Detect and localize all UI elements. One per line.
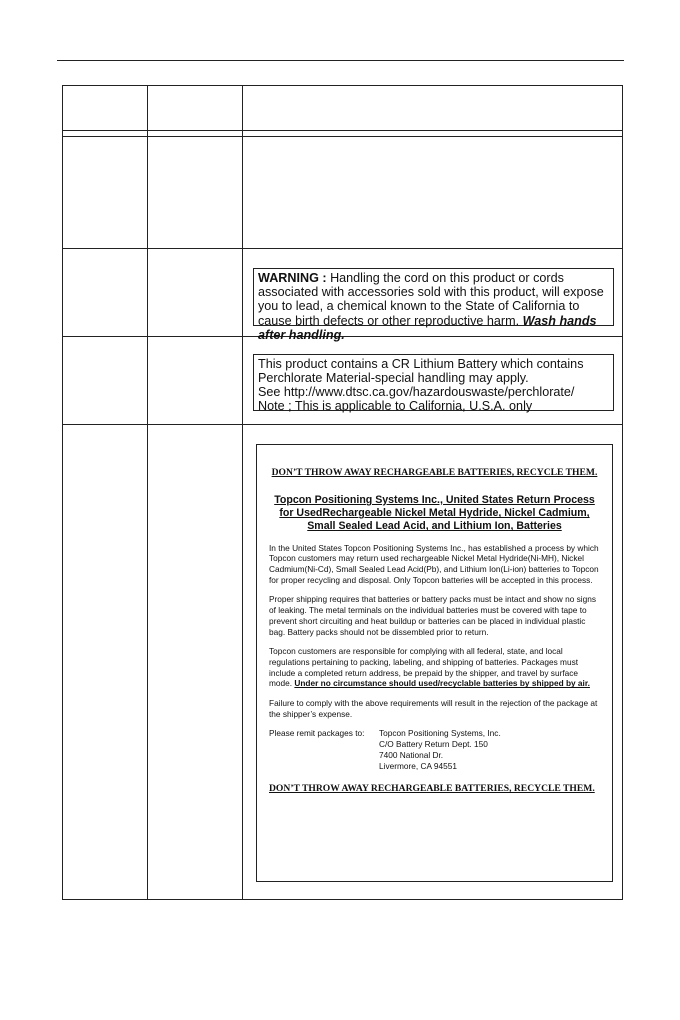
column-divider (242, 86, 243, 899)
remit-address (379, 728, 501, 771)
header-divider (63, 130, 622, 131)
recycle-slogan: DON’T THROW AWAY RECHARGEABLE BATTERIES, RECYCLE THEM. (271, 467, 598, 478)
address-line: Livermore, CA 94551 (379, 760, 457, 771)
row-divider (63, 424, 622, 425)
warning-label: WARNING : (258, 271, 327, 285)
header-rule (57, 60, 624, 61)
perchlorate-line: This product contains a CR Lithium Battery which contains (258, 357, 584, 371)
address-line: 7400 National Dr. (379, 749, 444, 760)
recycle-slogan: DON’T THROW AWAY RECHARGEABLE BATTERIES, RECYCLE THEM. (269, 783, 595, 795)
prop65-warning-box (253, 268, 614, 342)
regulation-table (62, 85, 623, 900)
remit-label: Please remit packages to: (269, 728, 365, 739)
warning-text: Handling the cord on this product or cords associated with accessories sold with this product, will expose you to lead, a chemical known to the State of California to cause birth defects or other reproductive harm. (258, 271, 604, 328)
recycle-paragraph (269, 646, 600, 689)
recycle-paragraph: Proper shipping requires that batteries or battery packs must be intact and show no signs of leaking. The metal terminals on the individual batteries must be covered with tape to prevent short circuiting and heat buildup or batteries can be placed in individual plastic bag. Battery packs should not be dissembled prior to return. (269, 594, 596, 637)
column-divider (147, 86, 148, 899)
recycle-paragraph: In the United States Topcon Positioning Systems Inc., has established a process by which Topcon customers may return used rechargeable Nickel Metal Hydride(Ni-MH), Nickel Cadmium(Ni-Cd), Small Sealed Lead Acid(Pb), and Lithium Ion(Li-ion) batteries to Topcon for proper recycling and disposal. Only Topcon batteries will be accepted in this process. (269, 542, 599, 585)
wash-hands-text: Wash hands after handling. (258, 313, 597, 342)
perchlorate-line: Note ; This is applicable to California, U.S.A. only (258, 399, 533, 413)
battery-recycle-notice (256, 444, 613, 882)
recycle-paragraph: Failure to comply with the above requirements will result in the rejection of the package at the shipper’s expense. (269, 698, 598, 719)
address-line: Topcon Positioning Systems, Inc. (379, 728, 501, 739)
remit-address-block (269, 728, 600, 771)
return-process-title: Topcon Positioning Systems Inc., United States Return Process for UsedRechargeable Nickel Metal Hydride, Nickel Cadmium, Small Sealed Lead Acid, and Lithium Ion, Batteries (274, 494, 595, 533)
header-divider (63, 136, 622, 137)
row-divider (63, 248, 622, 249)
shipping-compliance-text: Topcon customers are responsible for complying with all federal, state, and local regulations pertaining to packing, labeling, and shipping of batteries. Packages must include a completed return address, be prepaid by the shipper, and travel by surface mode. (269, 646, 579, 689)
no-air-shipping-text: Under no circumstance should used/recyclable batteries by shipped by air. (294, 678, 590, 689)
perchlorate-notice-box (253, 354, 614, 411)
address-line: C/O Battery Return Dept. 150 (379, 739, 488, 750)
perchlorate-line: See http://www.dtsc.ca.gov/hazardouswaste/perchlorate/ (258, 385, 575, 399)
perchlorate-line: Perchlorate Material-special handling may apply. (258, 371, 529, 385)
